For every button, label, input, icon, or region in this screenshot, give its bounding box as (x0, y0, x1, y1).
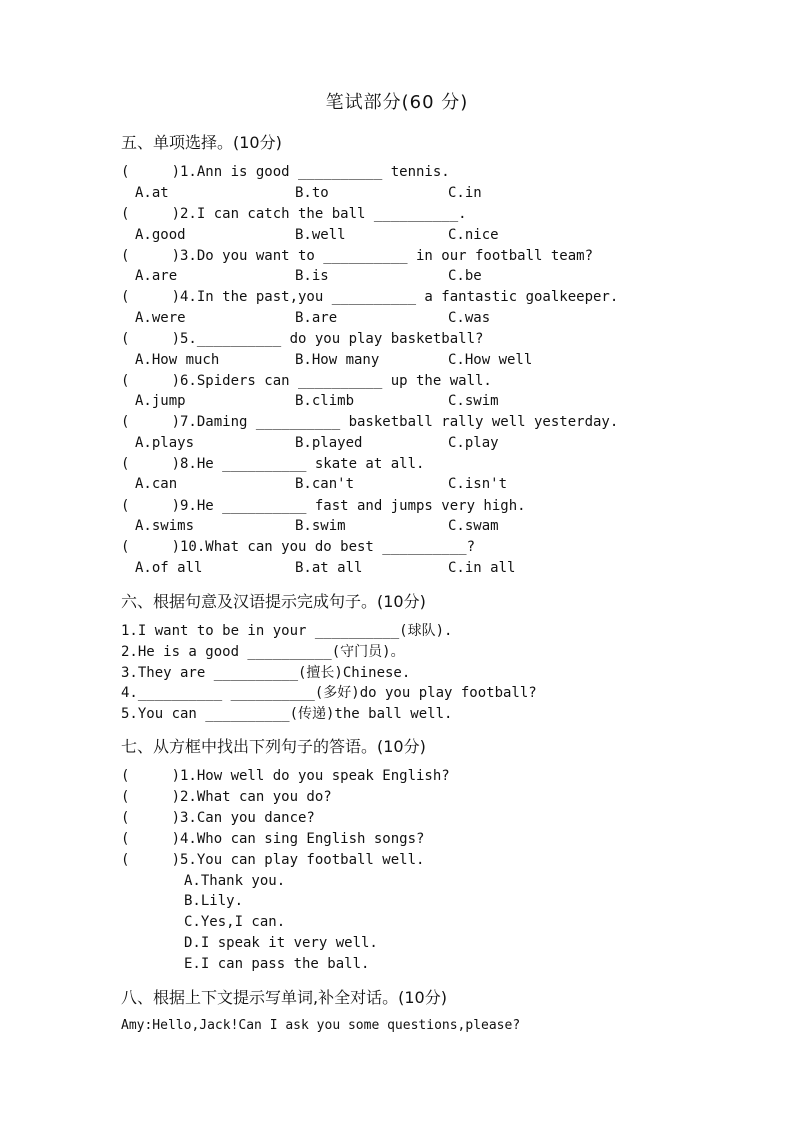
option-c: C.swam (448, 518, 499, 534)
match-question: ( )1.How well do you speak English? (121, 768, 450, 784)
option-a: A.are (135, 268, 178, 284)
answer-option: D.I speak it very well. (184, 935, 378, 951)
option-c: C.play (448, 435, 499, 451)
option-c: C.nice (448, 227, 499, 243)
answer-option: A.Thank you. (184, 873, 286, 889)
option-a: A.swims (135, 518, 195, 534)
option-c: C.in (448, 185, 482, 201)
option-a: A.of all (135, 560, 203, 576)
section-6-heading: 六、根据句意及汉语提示完成句子。(10分) (121, 592, 426, 611)
dialogue-line: Amy:Hello,Jack!Can I ask you some questions,please? (121, 1018, 521, 1033)
question-text: ( )8.He __________ skate at all. (121, 456, 425, 472)
option-b: B.swim (295, 518, 346, 534)
option-a: A.can (135, 476, 178, 492)
section-7-heading: 七、从方框中找出下列句子的答语。(10分) (121, 737, 426, 756)
option-b: B.is (295, 268, 329, 284)
option-c: C.swim (448, 393, 499, 409)
match-question: ( )2.What can you do? (121, 789, 332, 805)
option-c: C.was (448, 310, 491, 326)
question-text: ( )1.Ann is good __________ tennis. (121, 164, 450, 180)
match-question: ( )3.Can you dance? (121, 810, 315, 826)
option-a: A.were (135, 310, 186, 326)
question-text: ( )10.What can you do best __________? (121, 539, 476, 555)
fill-item: 4.__________ __________(多好)do you play football? (121, 685, 537, 701)
question-text: ( )2.I can catch the ball __________. (121, 206, 467, 222)
option-c: C.How well (448, 352, 533, 368)
answer-option: B.Lily. (184, 893, 244, 909)
question-text: ( )4.In the past,you __________ a fantastic goalkeeper. (121, 289, 619, 305)
fill-item: 1.I want to be in your __________(球队). (121, 623, 453, 639)
option-b: B.How many (295, 352, 380, 368)
option-b: B.can't (295, 476, 355, 492)
question-text: ( )3.Do you want to __________ in our football team? (121, 248, 594, 264)
page-title: 笔试部分(60 分) (325, 92, 469, 113)
option-a: A.good (135, 227, 186, 243)
option-c: C.in all (448, 560, 516, 576)
question-text: ( )7.Daming __________ basketball rally well yesterday. (121, 414, 619, 430)
option-b: B.climb (295, 393, 355, 409)
question-text: ( )5.__________ do you play basketball? (121, 331, 484, 347)
question-text: ( )6.Spiders can __________ up the wall. (121, 373, 492, 389)
question-text: ( )9.He __________ fast and jumps very high. (121, 498, 526, 514)
option-c: C.isn't (448, 476, 508, 492)
option-b: B.are (295, 310, 338, 326)
section-5-heading: 五、单项选择。(10分) (121, 133, 282, 152)
option-a: A.jump (135, 393, 186, 409)
fill-item: 2.He is a good __________(守门员)。 (121, 644, 405, 660)
answer-option: E.I can pass the ball. (184, 956, 370, 972)
match-question: ( )5.You can play football well. (121, 852, 425, 868)
option-b: B.played (295, 435, 363, 451)
option-b: B.well (295, 227, 346, 243)
fill-item: 3.They are __________(擅长)Chinese. (121, 665, 411, 681)
option-a: A.How much (135, 352, 220, 368)
fill-item: 5.You can __________(传递)the ball well. (121, 706, 453, 722)
answer-option: C.Yes,I can. (184, 914, 286, 930)
option-c: C.be (448, 268, 482, 284)
option-b: B.at all (295, 560, 363, 576)
match-question: ( )4.Who can sing English songs? (121, 831, 425, 847)
section-8-heading: 八、根据上下文提示写单词,补全对话。(10分) (121, 988, 447, 1007)
option-a: A.plays (135, 435, 195, 451)
option-a: A.at (135, 185, 169, 201)
option-b: B.to (295, 185, 329, 201)
